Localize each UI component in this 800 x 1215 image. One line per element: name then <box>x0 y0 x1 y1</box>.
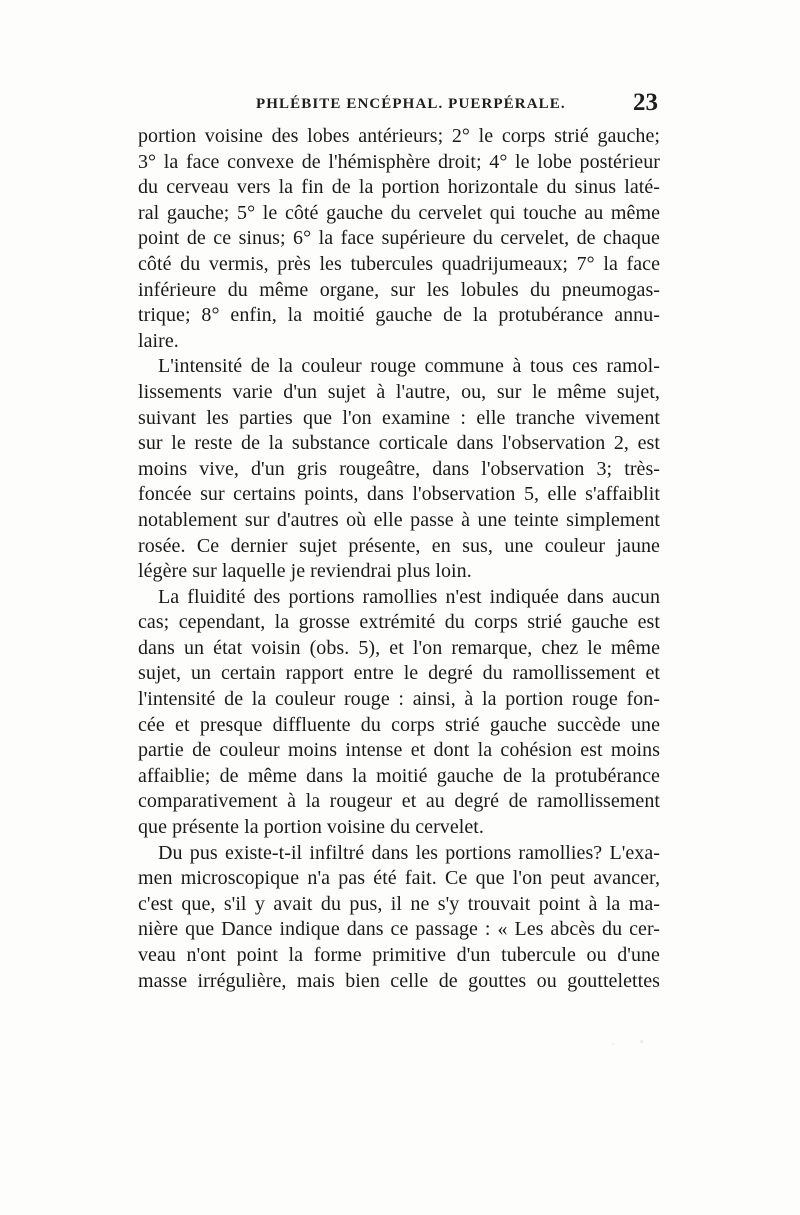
text-line: moins vive, d'un gris rougeâtre, dans l'observation 3; très- <box>138 457 660 480</box>
text-line: cée et presque diffluente du corps strié gauche succède une <box>138 713 660 736</box>
paragraph-end-line: légère sur laquelle je reviendrai plus loin. <box>138 560 472 583</box>
text-line: suivant les parties que l'on examine : elle tranche vivement <box>138 406 660 429</box>
text-line: sujet, un certain rapport entre le degré du ramollissement et <box>138 662 660 685</box>
text-line: du cerveau vers la fin de la portion horizontale du sinus laté- <box>138 176 660 199</box>
text-line: notablement sur d'autres où elle passe à une teinte simplement <box>138 508 660 531</box>
text-line: masse irrégulière, mais bien celle de gouttes ou gouttelettes <box>138 969 660 992</box>
paragraph-start-line: Du pus existe-t-il infiltré dans les portions ramollies? L'exa- <box>158 841 660 864</box>
text-line: portion voisine des lobes antérieurs; 2° le corps strié gauche; <box>138 125 660 147</box>
scan-speck <box>640 1040 643 1043</box>
text-line: cas; cependant, la grosse extrémité du corps strié gauche est <box>138 611 660 634</box>
paragraph-start-line: L'intensité de la couleur rouge commune à tous ces ramol- <box>158 355 660 378</box>
text-line: rosée. Ce dernier sujet présente, en sus, une couleur jaune <box>138 534 660 557</box>
text-line: l'intensité de la couleur rouge : ainsi, à la portion rouge fon- <box>138 688 660 711</box>
text-line: affaiblie; de même dans la moitié gauche de la protubérance <box>138 764 660 787</box>
paragraph-end-line: que présente la portion voisine du cervelet. <box>138 816 484 839</box>
text-line: partie de couleur moins intense et dont la cohésion est moins <box>138 739 660 762</box>
text-line: men microscopique n'a pas été fait. Ce que l'on peut avancer, <box>138 867 660 890</box>
text-line: trique; 8° enfin, la moitié gauche de la protubérance annu- <box>138 304 660 327</box>
page-number: 23 <box>633 89 658 116</box>
running-title: PHLÉBITE ENCÉPHAL. PUERPÉRALE. <box>256 96 566 112</box>
body-text <box>138 124 660 994</box>
text-line: sur le reste de la substance corticale dans l'observation 2, est <box>138 432 660 455</box>
text-line: ral gauche; 5° le côté gauche du cervelet qui touche au même <box>138 201 660 224</box>
text-line: foncée sur certains points, dans l'observation 5, elle s'affaiblit <box>138 483 660 506</box>
scan-speck <box>612 1043 614 1045</box>
text-line: comparativement à la rougeur et au degré de ramollissement <box>138 790 660 813</box>
paragraph-start-line: La fluidité des portions ramollies n'est indiquée dans aucun <box>158 585 660 608</box>
text-line: c'est que, s'il y avait du pus, il ne s'y trouvait point à la ma- <box>138 892 660 915</box>
text-line: inférieure du même organe, sur les lobules du pneumogas- <box>138 278 660 301</box>
text-line: côté du vermis, près les tubercules quadrijumeaux; 7° la face <box>138 252 660 275</box>
paragraph-end-line: laire. <box>138 329 179 352</box>
text-line: dans un état voisin (obs. 5), et l'on remarque, chez le même <box>138 636 660 659</box>
text-line: lissements varie d'un sujet à l'autre, ou, sur le même sujet, <box>138 380 660 403</box>
running-header <box>138 89 660 126</box>
text-line: nière que Dance indique dans ce passage : « Les abcès du cer- <box>138 918 660 941</box>
text-line: point de ce sinus; 6° la face supérieure du cervelet, de chaque <box>138 227 660 250</box>
text-line: 3° la face convexe de l'hémisphère droit; 4° le lobe postérieur <box>138 150 660 173</box>
text-line: veau n'ont point la forme primitive d'un tubercule ou d'une <box>138 944 660 966</box>
